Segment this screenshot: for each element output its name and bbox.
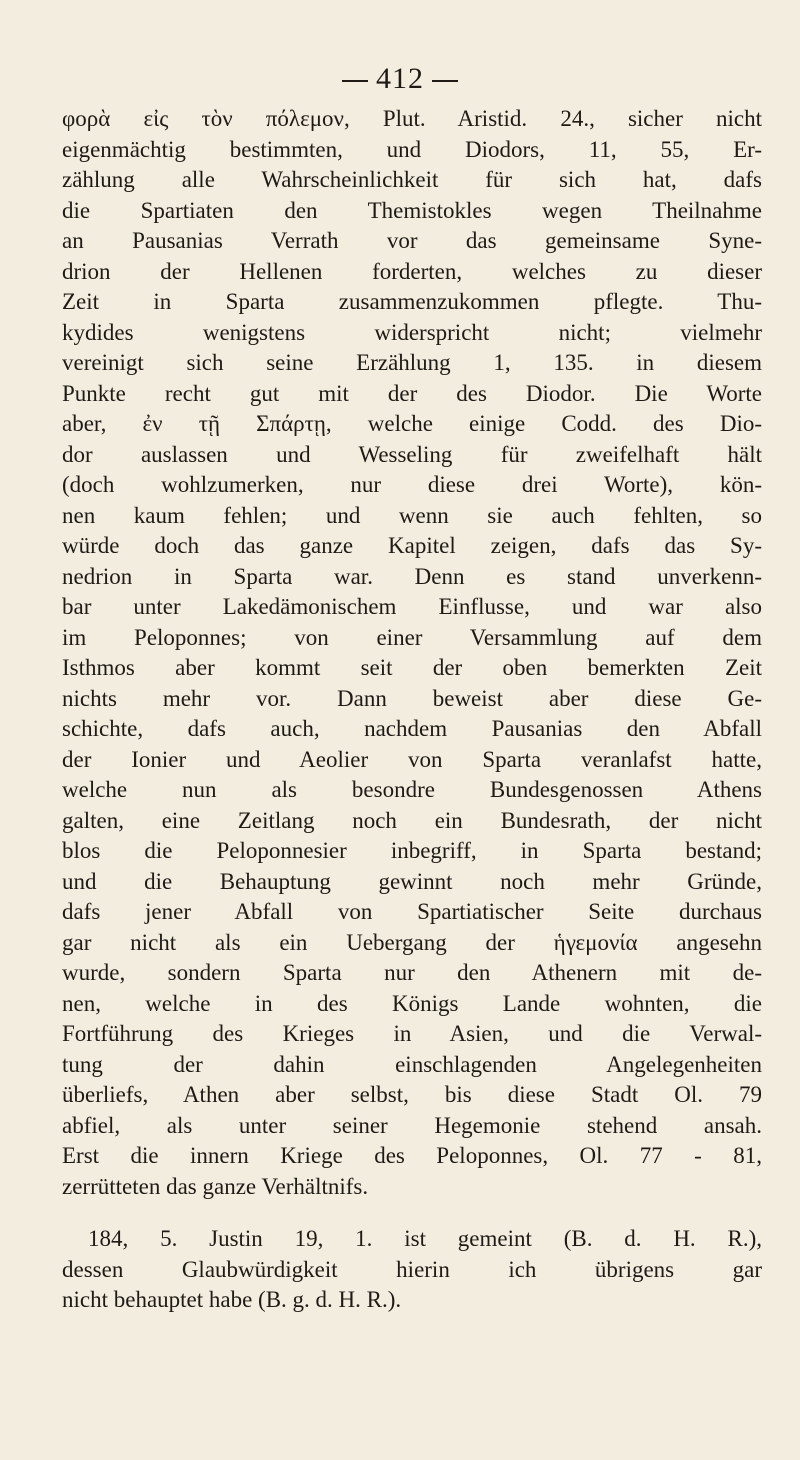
text-line: dor auslassen und Wesseling für zweifelhaft hält — [62, 441, 762, 467]
text-line: bar unter Lakedämonischem Einflusse, und war also — [62, 594, 762, 619]
text-line: schichte, dafs auch, nachdem Pausanias den Abfall — [62, 716, 762, 741]
text-line: φορὰ εἰς τὸν πόλεμον, Plut. Aristid. 24., sicher nicht — [62, 106, 762, 131]
text-line: nen, welche in des Königs Lande wohnten, die — [62, 990, 762, 1016]
paragraph-gap — [62, 1202, 762, 1224]
text-line: nichts mehr vor. Dann beweist aber diese Ge- — [62, 685, 762, 711]
text-line: welche nun als besondre Bundesgenossen Athens — [62, 777, 762, 802]
text-line: kydides wenigstens widerspricht nicht; vielmehr — [62, 319, 762, 345]
page-number-value: 412 — [376, 62, 424, 95]
body-text — [62, 104, 762, 1316]
text-line: tung der dahin einschlagenden Angelegenheiten — [62, 1051, 762, 1077]
text-line: aber, ἐν τῇ Σπάρτῃ, welche einige Codd. des Dio- — [62, 411, 762, 436]
text-line: 184, 5. Justin 19, 1. ist gemeint (B. d. H. R.), — [88, 1226, 762, 1251]
text-line: an Pausanias Verrath vor das gemeinsame Syne- — [62, 228, 762, 253]
text-line: im Peloponnes; von einer Versammlung auf dem — [62, 624, 762, 650]
text-line: dafs jener Abfall von Spartiatischer Seite durchaus — [62, 899, 762, 924]
text-line: Erst die innern Kriege des Peloponnes, Ol. 77 - 81, — [62, 1143, 762, 1168]
page-number-dash-right — [432, 80, 458, 82]
text-line: vereinigt sich seine Erzählung 1, 135. in diesem — [62, 350, 762, 375]
text-line: wurde, sondern Sparta nur den Athenern mit de- — [62, 960, 762, 985]
text-line: zerrütteten das ganze Verhältnifs. — [62, 1173, 369, 1199]
text-line: drion der Hellenen forderten, welches zu dieser — [62, 258, 762, 284]
page-number — [0, 62, 800, 96]
text-line: Isthmos aber kommt seit der oben bemerkten Zeit — [62, 655, 762, 680]
text-line: zählung alle Wahrscheinlichkeit für sich hat, dafs — [62, 167, 762, 192]
text-line: der Ionier und Aeolier von Sparta veranlafst hatte, — [62, 746, 762, 772]
text-line: überliefs, Athen aber selbst, bis diese Stadt Ol. 79 — [62, 1082, 762, 1107]
text-line: abfiel, als unter seiner Hegemonie stehend ansah. — [62, 1112, 762, 1138]
text-line: galten, eine Zeitlang noch ein Bundesrath, der nicht — [62, 807, 762, 833]
text-line: nicht behauptet habe (B. g. d. H. R.). — [62, 1287, 402, 1312]
paragraph-2 — [62, 1224, 762, 1316]
text-line: blos die Peloponnesier inbegriff, in Sparta bestand; — [62, 838, 762, 863]
page-number-dash-left — [342, 80, 368, 82]
text-line: Fortführung des Krieges in Asien, und die Verwal- — [62, 1021, 762, 1046]
text-line: würde doch das ganze Kapitel zeigen, dafs das Sy- — [62, 533, 762, 558]
text-line: nen kaum fehlen; und wenn sie auch fehlten, so — [62, 502, 762, 528]
text-line: nedrion in Sparta war. Denn es stand unverkenn- — [62, 563, 762, 589]
text-line: die Spartiaten den Themistokles wegen Theilnahme — [62, 197, 762, 223]
text-line: und die Behauptung gewinnt noch mehr Gründe, — [62, 868, 762, 894]
text-line: dessen Glaubwürdigkeit hierin ich übrigens gar — [62, 1256, 762, 1282]
paragraph-1 — [62, 104, 762, 1202]
text-line: gar nicht als ein Uebergang der ἡγεμονία angesehn — [62, 929, 762, 955]
text-line: (doch wohlzumerken, nur diese drei Worte), kön- — [62, 472, 762, 497]
text-line: eigenmächtig bestimmten, und Diodors, 11, 55, Er- — [62, 136, 762, 162]
text-line: Zeit in Sparta zusammenzukommen pflegte. Thu- — [62, 289, 762, 314]
text-line: Punkte recht gut mit der des Diodor. Die Worte — [62, 380, 762, 406]
